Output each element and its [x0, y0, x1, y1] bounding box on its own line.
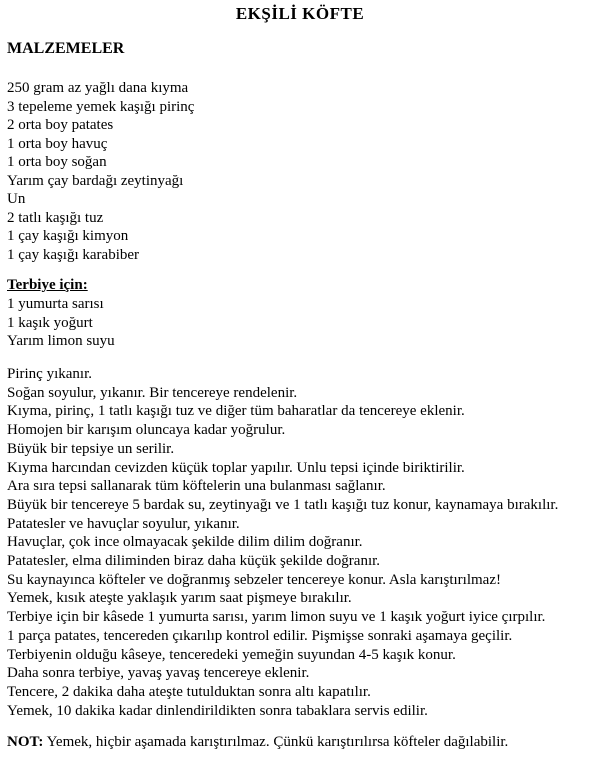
note-label: NOT: [7, 734, 44, 750]
sauce-heading: Terbiye için: [7, 277, 88, 293]
ingredient-item: 1 orta boy soğan [7, 154, 107, 170]
ingredient-item: 1 çay kaşığı kimyon [7, 228, 129, 244]
step-item: Yemek, 10 dakika kadar dinlendirildikten sonra tabaklara servis edilir. [7, 702, 428, 719]
ingredients-list [7, 79, 194, 264]
step-item: Büyük bir tepsiye un serilir. [7, 440, 175, 457]
step-item: Ara sıra tepsi sallanarak tüm köftelerin una bulanması sağlanır. [7, 478, 386, 495]
step-item: Kıyma harcından cevizden küçük toplar yapılır. Unlu tepsi içinde biriktirilir. [7, 459, 465, 476]
note-text: Yemek, hiçbir aşamada karıştırılmaz. Çünkü karıştırılırsa köfteler dağılabilir. [43, 734, 509, 750]
step-item: 1 parça patates, tencereden çıkarılıp kontrol edilir. Pişmişse sonraki aşamaya geçilir. [7, 627, 513, 644]
step-item: Soğan soyulur, yıkanır. Bir tencereye rendelenir. [7, 384, 298, 401]
step-item: Kıyma, pirinç, 1 tatlı kaşığı tuz ve diğer tüm baharatlar da tencereye eklenir. [7, 403, 465, 420]
ingredient-item: 1 çay kaşığı karabiber [7, 246, 140, 263]
step-item: Terbiyenin olduğu kâseye, tenceredeki yemeğin suyundan 4-5 kaşık konur. [7, 646, 456, 663]
step-item: Homojen bir karışım oluncaya kadar yoğrulur. [7, 422, 286, 439]
step-item: Havuçlar, çok ince olmayacak şekilde dilim dilim doğranır. [7, 534, 363, 551]
step-item: Büyük bir tencereye 5 bardak su, zeytinyağı ve 1 tatlı kaşığı tuz konur, kaynamaya bırakılır. [7, 496, 559, 513]
sauce-item: 1 yumurta sarısı [7, 296, 104, 312]
sauce-item: 1 kaşık yoğurt [7, 314, 93, 331]
recipe-title: EKŞİLİ KÖFTE [235, 4, 365, 23]
note [7, 734, 508, 751]
step-item: Su kaynayınca köfteler ve doğranmış sebzeler tencereye konur. Asla karıştırılmaz! [7, 571, 501, 588]
step-item: Patatesler ve havuçlar soyulur, yıkanır. [7, 515, 240, 532]
steps-list [7, 365, 558, 720]
ingredient-item: 2 tatlı kaşığı tuz [7, 209, 104, 226]
ingredient-item: 250 gram az yağlı dana kıyma [7, 80, 189, 96]
sauce-list [7, 295, 115, 351]
ingredient-item: 3 tepeleme yemek kaşığı pirinç [7, 98, 195, 115]
ingredient-item: Yarım çay bardağı zeytinyağı [7, 172, 184, 189]
ingredient-item: Un [7, 191, 26, 207]
sauce-item: Yarım limon suyu [7, 333, 115, 349]
ingredient-item: 1 orta boy havuç [7, 135, 108, 152]
ingredients-heading: MALZEMELER [7, 40, 125, 57]
step-item: Patatesler, elma diliminden biraz daha küçük şekilde doğranır. [7, 553, 381, 570]
step-item: Yemek, kısık ateşte yaklaşık yarım saat pişmeye bırakılır. [7, 590, 352, 607]
step-item: Daha sonra terbiye, yavaş yavaş tencereye eklenir. [7, 665, 310, 682]
step-item: Pirinç yıkanır. [7, 366, 92, 382]
ingredient-item: 2 orta boy patates [7, 117, 114, 133]
step-item: Tencere, 2 dakika daha ateşte tutulduktan sonra altı kapatılır. [7, 683, 371, 700]
step-item: Terbiye için bir kâsede 1 yumurta sarısı, yarım limon suyu ve 1 kaşık yoğurt iyice çırpılır. [7, 609, 546, 626]
